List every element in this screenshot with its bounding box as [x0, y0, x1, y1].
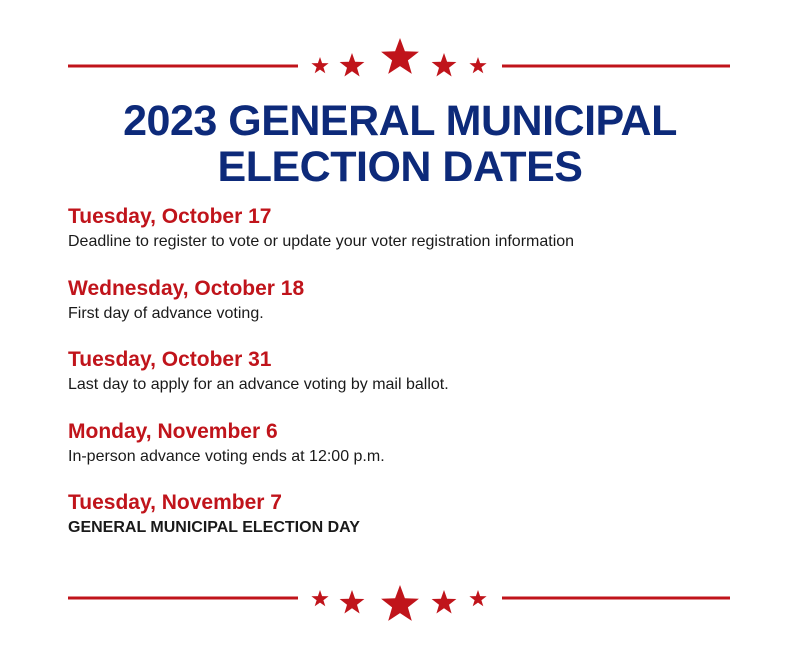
- star-row-icon: [0, 34, 800, 94]
- list-item: [68, 489, 748, 561]
- star-icon: [311, 57, 328, 73]
- star-row-icon: [0, 574, 800, 634]
- event-description: GENERAL MUNICIPAL ELECTION DAY: [68, 519, 360, 536]
- event-date: Tuesday, October 31: [68, 348, 272, 371]
- event-date: Tuesday, October 17: [68, 205, 272, 228]
- star-icon: [432, 590, 457, 614]
- star-icon: [381, 585, 419, 621]
- top-divider: [0, 34, 800, 94]
- star-icon: [381, 38, 419, 74]
- event-date: Tuesday, November 7: [68, 491, 282, 514]
- list-item: [68, 418, 748, 490]
- election-dates-list: [68, 203, 748, 561]
- page-title: [0, 98, 800, 190]
- title-line-1: 2023 GENERAL MUNICIPAL: [123, 97, 677, 145]
- event-description: Deadline to register to vote or update your voter registration information: [68, 233, 575, 250]
- list-item: [68, 275, 748, 347]
- star-icon: [340, 590, 365, 614]
- event-description: First day of advance voting.: [68, 304, 264, 322]
- star-icon: [469, 57, 486, 73]
- star-icon: [469, 590, 486, 606]
- bottom-divider: [0, 574, 800, 634]
- star-icon: [340, 53, 365, 77]
- title-line-2: ELECTION DATES: [217, 143, 583, 191]
- list-item: [68, 346, 748, 418]
- event-description: Last day to apply for an advance voting by mail ballot.: [68, 376, 449, 393]
- star-icon: [432, 53, 457, 77]
- event-date: Wednesday, October 18: [68, 276, 305, 300]
- star-icon: [311, 590, 328, 606]
- event-date: Monday, November 6: [68, 419, 278, 443]
- event-description: In-person advance voting ends at 12:00 p.m.: [68, 447, 385, 465]
- list-item: [68, 203, 748, 275]
